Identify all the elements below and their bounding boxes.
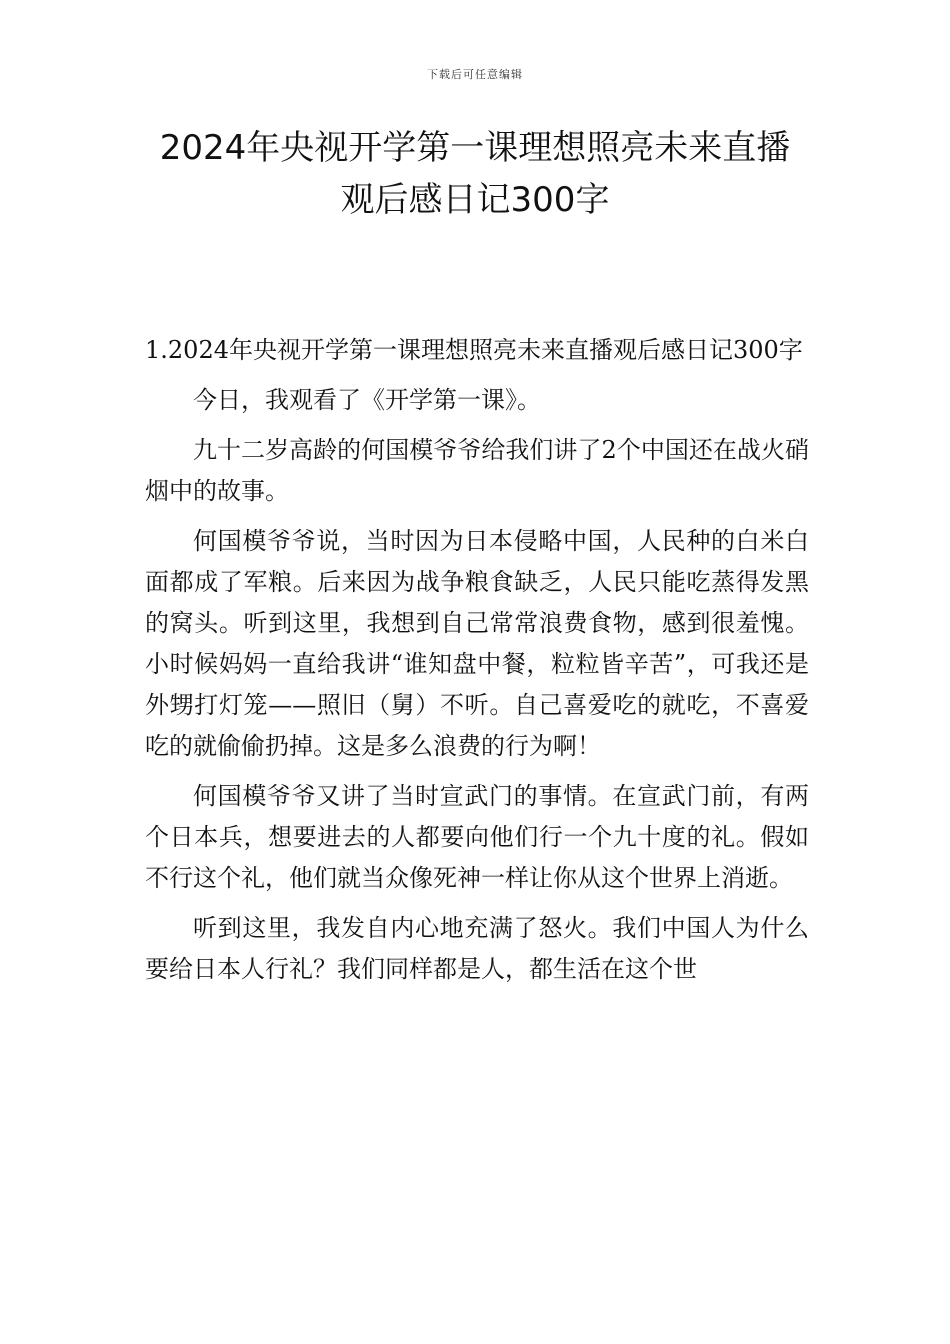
paragraph: 今日，我观看了《开学第一课》。 (193, 386, 541, 414)
document-title (110, 122, 840, 226)
paragraph-heading: 1.2024年央视开学第一课理想照亮未来直播观后感日记300字 (145, 336, 803, 364)
document-body (145, 330, 809, 999)
title-line-1: 2024年央视开学第一课理想照亮未来直播 (159, 128, 791, 168)
paragraph: 九十二岁高龄的何国模爷爷给我们讲了2个中国还在战火硝烟中的故事。 (145, 436, 809, 505)
paragraph: 何国模爷爷说，当时因为日本侵略中国，人民种的白米白面都成了军粮。后来因为战争粮食缺乏，人民只能吃蒸得发黑的窝头。听到这里，我想到自己常常浪费食物，感到很羞愧。小时候妈妈一直给我讲“谁知盘中餐，粒粒皆辛苦”，可我还是外甥打灯笼——照旧（舅）不听。自己喜爱吃的就吃，不喜爱吃的就偷偷扔掉。这是多么浪费的行为啊！ (145, 527, 809, 760)
header-note: 下载后可任意编辑 (427, 68, 523, 81)
paragraph: 何国模爷爷又讲了当时宣武门的事情。在宣武门前，有两个日本兵，想要进去的人都要向他们行一个九十度的礼。假如不行这个礼，他们就当众像死神一样让你从这个世界上消逝。 (145, 782, 809, 892)
title-line-2: 观后感日记300字 (340, 180, 610, 220)
paragraph: 听到这里，我发自内心地充满了怒火。我们中国人为什么要给日本人行礼？我们同样都是人，都生活在这个世 (145, 914, 809, 983)
